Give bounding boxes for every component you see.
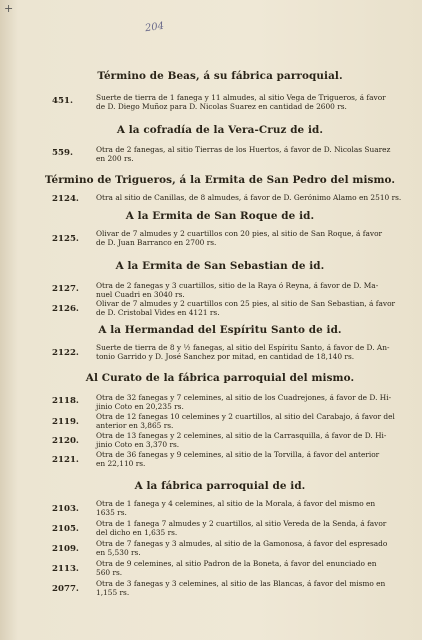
section-heading-san-sebastian: A la Ermita de San Sebastian de id. (115, 260, 325, 272)
entry-number: 451. (52, 96, 73, 106)
entry-number: 2077. (52, 584, 79, 594)
entry-text: Otra de 12 fanegas 10 celemines y 2 cuartillos, al sitio del Carabajo, á favor del anterior en 3,865 rs. (96, 412, 395, 430)
section-heading-fabrica: A la fábrica parroquial de id. (134, 480, 306, 492)
entry-text: Otra de 32 fanegas y 7 celemines, al sitio de los Cuadrejones, á favor de D. Hi- jinio Coto en 20,235 rs. (96, 393, 392, 411)
entry-text: Otra de 9 celemines, al sitio Padron de la Boneta, á favor del enunciado en 560 rs. (96, 559, 377, 577)
entry-text: Otra al sitio de Canillas, de 8 almudes, á favor de D. Gerónimo Alamo en 2510 rs. (96, 193, 402, 202)
section-heading-san-roque: A la Ermita de San Roque de id. (125, 210, 315, 222)
entry-number: 2125. (52, 234, 79, 244)
entry-text: Otra de 1 fanega y 4 celemines, al sitio de la Morala, á favor del mismo en 1635 rs. (96, 499, 376, 517)
section-heading-espiritu-santo: A la Hermandad del Espíritu Santo de id. (98, 324, 342, 336)
section-heading-curato: Al Curato de la fábrica parroquial del mismo. (85, 372, 355, 384)
entry-number: 2109. (52, 544, 79, 554)
entry-text: Otra de 7 fanegas y 3 almudes, al sitio de la Gamonosa, á favor del espresado en 5,530 rs. (96, 539, 388, 557)
entry-number: 2124. (52, 194, 79, 204)
section-heading-trigueros: Término de Trigueros, á la Ermita de San Pedro del mismo. (44, 174, 396, 186)
section-heading-beas: Término de Beas, á su fábrica parroquial. (97, 70, 343, 82)
entry-text: Otra de 3 fanegas y 3 celemines, al sitio de las Blancas, á favor del mismo en 1,155 rs. (96, 579, 386, 597)
folio-number: 204 (144, 20, 165, 35)
entry-number: 2113. (52, 564, 79, 574)
entry-text: Otra de 1 fanega 7 almudes y 2 cuartillos, al sitio Vereda de la Senda, á favor del dicho en 1,635 rs. (96, 519, 387, 537)
entry-number: 2126. (52, 304, 79, 314)
entry-number: 559. (52, 148, 73, 158)
section-heading-vera-cruz: A la cofradía de la Vera-Cruz de id. (116, 124, 324, 136)
entry-text: Otra de 2 fanegas y 3 cuartillos, sitio de la Raya ó Reyna, á favor de D. Ma- nuel Cuadri en 3040 rs. (96, 281, 379, 299)
entry-text: Otra de 2 fanegas, al sitio Tierras de los Huertos, á favor de D. Nicolas Suarez en 200 rs. (96, 145, 391, 163)
entry-number: 2127. (52, 284, 79, 294)
entry-text: Suerte de tierra de 8 y ½ fanegas, al sitio del Espíritu Santo, á favor de D. An- tonio Garrido y D. José Sanchez por mitad, en cantidad de 18,140 rs. (96, 343, 390, 361)
entry-number: 2103. (52, 504, 79, 514)
entry-text: Suerte de tierra de 1 fanega y 11 almudes, al sitio Vega de Trigueros, á favor de D. Diego Muñoz para D. Nicolas Suarez en cantidad de 2600 rs. (96, 93, 386, 111)
entry-text: Otra de 36 fanegas y 9 celemines, al sitio de la Torvilla, á favor del anterior en 22,110 rs. (96, 450, 380, 468)
entry-text: Olivar de 7 almudes y 2 cuartillos con 25 pies, al sitio de San Sebastian, á favor de D. Cristobal Vides en 4121 rs. (96, 299, 396, 317)
entry-number: 2118. (52, 396, 79, 406)
entry-text: Otra de 13 fanegas y 2 celemines, al sitio de la Carrasquilla, á favor de D. Hi- jinio Coto en 3,370 rs. (96, 431, 387, 449)
entry-number: 2119. (52, 417, 79, 427)
entry-number: 2122. (52, 348, 79, 358)
entry-text: Olivar de 7 almudes y 2 cuartillos con 20 pies, al sitio de San Roque, á favor de D. Juan Barranco en 2700 rs. (96, 229, 383, 247)
entry-number: 2120. (52, 436, 79, 446)
entry-number: 2121. (52, 455, 79, 465)
entry-number: 2105. (52, 524, 79, 534)
margin-mark: + (4, 2, 14, 15)
